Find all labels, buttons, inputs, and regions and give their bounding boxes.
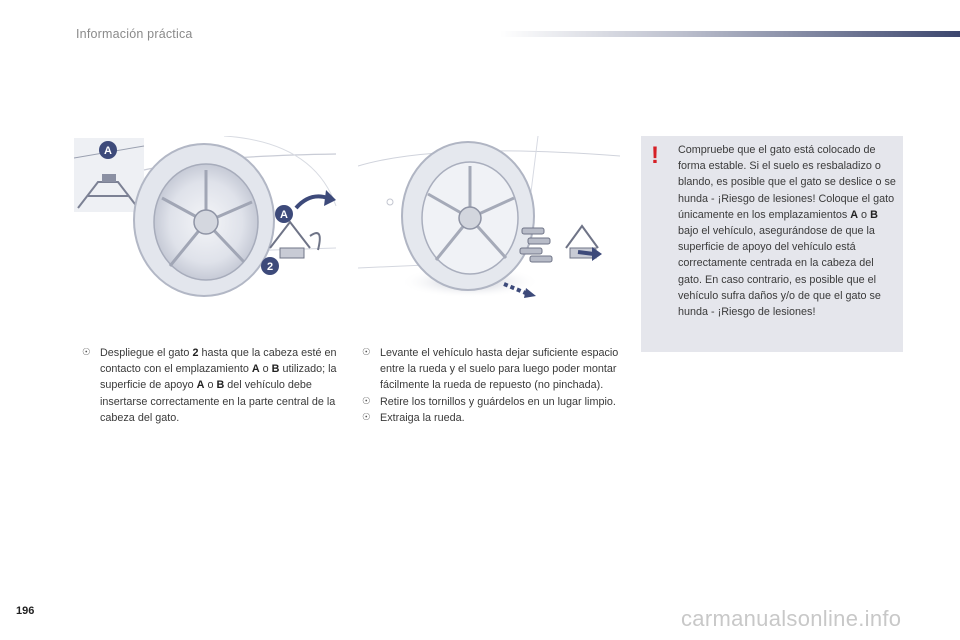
- text-run: B: [870, 208, 878, 221]
- text-run: Compruebe que el gato está colocado de forma estable. Si el suelo es resbaladizo o blando, es posible que el gato se deslice o se hunda - ¡Riesgo de lesiones! Coloque el gato únicamente en los emplazamientos: [678, 144, 896, 221]
- jack-placement-svg: [74, 136, 338, 298]
- text-run: hasta que la cabeza esté en contacto con el emplazamiento: [100, 347, 337, 376]
- callout-two-jack: [261, 257, 279, 275]
- svg-text:A: A: [280, 209, 288, 221]
- instruction-step: [362, 345, 624, 394]
- step-bullet-icon: ☉: [82, 347, 91, 358]
- text-run: o: [858, 208, 871, 221]
- warning-text: [678, 142, 900, 320]
- step-bullet-icon: ☉: [362, 395, 371, 407]
- text-run: A: [850, 208, 859, 221]
- text-run: B: [216, 379, 225, 392]
- text-run: utilizado; la superficie de apoyo: [100, 363, 337, 392]
- header-bar: [500, 31, 960, 37]
- warning-box: [641, 136, 903, 352]
- watermark: carmanualsonline.info: [681, 606, 902, 631]
- page-section-title: Información práctica: [76, 27, 193, 41]
- svg-text:A: A: [104, 145, 112, 157]
- text-run: A: [196, 379, 205, 392]
- instruction-step: [362, 394, 624, 410]
- exclamation-icon: !: [651, 142, 659, 169]
- svg-text:2: 2: [266, 261, 274, 273]
- text-run: Retire los tornillos y guárdelos en un lugar limpio.: [380, 395, 616, 408]
- text-run: B: [271, 363, 280, 376]
- text-run: Despliegue el gato: [100, 347, 193, 359]
- text-run: o: [204, 379, 217, 392]
- text-run: bajo el vehículo, asegurándose de que la superficie de apoyo del vehículo está correctamente centrada en la cabeza del gato. En caso contrario, es posible que el vehículo sufra daños y/o de que el gato se hunda - ¡Riesgo de lesiones!: [678, 225, 881, 319]
- callout-a-inset: [99, 141, 117, 159]
- text-run: Levante el vehículo hasta dejar suficiente espacio entre la rueda y el suelo para luego poder montar fácilmente la rueda de repuesto (no pinchada).: [380, 347, 619, 392]
- text-run: o: [259, 363, 272, 376]
- step-bullet-icon: ☉: [362, 347, 371, 358]
- instructions-left: [82, 345, 344, 426]
- text-run: 2: [192, 347, 199, 359]
- step-bullet-icon: ☉: [362, 411, 371, 423]
- instructions-right: [362, 345, 624, 426]
- text-run: A: [251, 363, 260, 376]
- callout-a-jack: [275, 205, 293, 223]
- text-run: Extraiga la rueda.: [380, 411, 465, 424]
- instruction-step: [82, 345, 344, 426]
- jack-placement-illustration: [74, 136, 338, 298]
- text-run: del vehículo debe insertarse correctamente en la parte central de la cabeza del gato.: [100, 379, 336, 424]
- page-number: 196: [16, 605, 35, 617]
- instruction-step: [362, 410, 624, 426]
- wheel-removal-svg: [358, 136, 620, 298]
- wheel-removal-illustration: [358, 136, 620, 298]
